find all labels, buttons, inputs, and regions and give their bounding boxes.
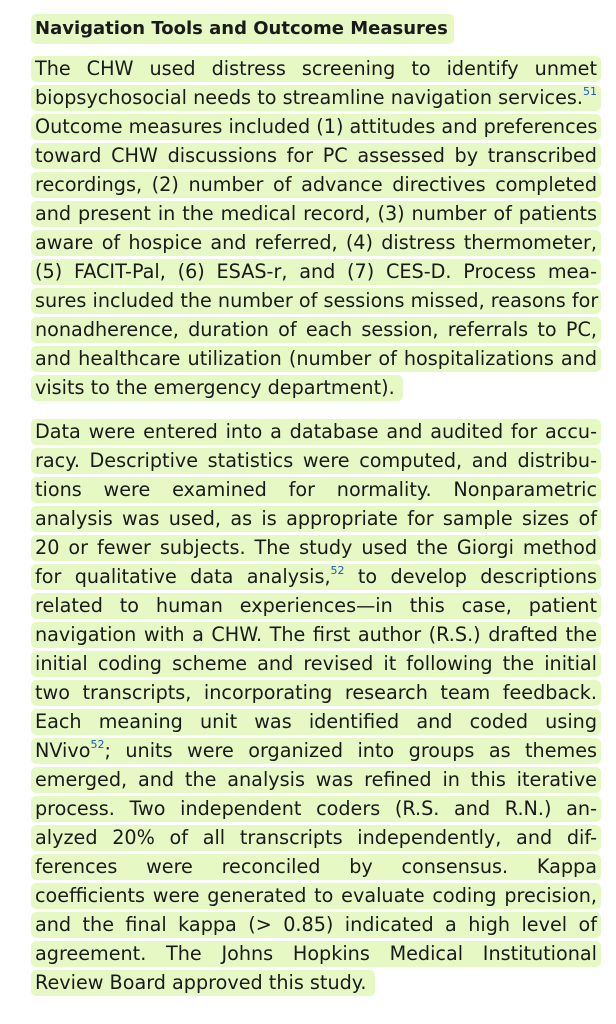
text-line — [31, 448, 601, 474]
text-line — [31, 825, 601, 851]
text-segment: coefficients were generated to evaluate coding precision, — [35, 884, 597, 907]
text-line — [31, 767, 601, 793]
text-line — [31, 201, 601, 227]
text-segment: racy. Descriptive statistics were computed, and distribu- — [35, 449, 597, 472]
text-line — [31, 941, 601, 967]
text-line — [31, 375, 403, 401]
text-segment: alyzed 20% of all transcripts independently, and dif- — [35, 826, 597, 849]
text-segment: toward CHW discussions for PC assessed by transcribed — [35, 144, 597, 167]
text-line — [31, 970, 375, 996]
text-segment: visits to the emergency department). — [35, 376, 395, 399]
text-line — [31, 738, 601, 764]
text-segment: initial coding scheme and revised it following the initial — [35, 652, 597, 675]
text-line — [31, 796, 601, 822]
text-line — [31, 419, 601, 445]
text-segment: agreement. The Johns Hopkins Medical Institutional — [35, 942, 597, 965]
text-line — [31, 259, 601, 285]
text-line — [31, 883, 601, 909]
text-segment: related to human experiences—in this case, patient — [35, 594, 597, 617]
text-segment: tions were examined for normality. Nonparametric — [35, 478, 597, 501]
text-segment: Each meaning unit was identified and coded using — [35, 710, 597, 733]
text-segment: and present in the medical record, (3) number of patients — [35, 202, 597, 225]
text-line — [31, 143, 601, 169]
text-segment: 20 or fewer subjects. The study used the Giorgi method — [35, 536, 597, 559]
citation-reference[interactable]: 52 — [330, 564, 345, 577]
text-segment: process. Two independent coders (R.S. and R.N.) an- — [35, 797, 597, 820]
text-line — [31, 230, 601, 256]
text-line — [31, 85, 601, 111]
text-line — [31, 709, 601, 735]
text-segment: sures included the number of sessions missed, reasons for — [35, 289, 599, 312]
citation-reference[interactable]: 51 — [583, 85, 597, 98]
text-line — [31, 593, 601, 619]
text-segment: to develop descriptions — [344, 565, 597, 588]
text-segment: ferences were reconciled by consensus. Kappa — [35, 855, 597, 878]
citation-reference[interactable]: 52 — [90, 738, 105, 751]
text-segment: nonadherence, duration of each session, referrals to PC, — [35, 318, 597, 341]
text-line — [31, 680, 601, 706]
text-line — [31, 506, 601, 532]
text-line — [31, 651, 601, 677]
text-segment: Review Board approved this study. — [35, 971, 367, 994]
text-segment: ; units were organized into groups as themes — [104, 739, 597, 762]
text-segment: (5) FACIT-Pal, (6) ESAS-r, and (7) CES-D. Process mea- — [35, 260, 597, 283]
text-line — [31, 346, 601, 372]
text-segment: aware of hospice and referred, (4) distress thermometer, — [35, 231, 597, 254]
text-line — [31, 535, 601, 561]
text-segment: The CHW used distress screening to identify unmet — [35, 57, 597, 80]
text-line — [31, 622, 601, 648]
text-line — [31, 56, 601, 82]
text-line — [31, 477, 601, 503]
text-segment: for qualitative data analysis, — [35, 565, 331, 588]
text-line — [31, 854, 601, 880]
section-heading: Navigation Tools and Outcome Measures — [31, 14, 454, 44]
text-line — [31, 172, 601, 198]
text-line — [31, 564, 601, 590]
text-line — [31, 912, 601, 938]
text-line — [31, 317, 601, 343]
text-segment: recordings, (2) number of advance directives completed — [35, 173, 597, 196]
text-line — [31, 288, 601, 314]
text-segment: NVivo — [35, 739, 91, 762]
text-segment: emerged, and the analysis was refined in this iterative — [35, 768, 597, 791]
text-segment: and the final kappa (> 0.85) indicated a high level of — [35, 913, 597, 936]
text-segment: biopsychosocial needs to streamline navigation services. — [35, 86, 583, 109]
text-segment: navigation with a CHW. The first author (R.S.) drafted the — [35, 623, 597, 646]
text-segment: and healthcare utilization (number of hospitalizations and — [35, 347, 597, 370]
text-segment: Data were entered into a database and audited for accu- — [35, 420, 597, 443]
text-segment: two transcripts, incorporating research team feedback. — [35, 681, 597, 704]
text-segment: analysis was used, as is appropriate for sample sizes of — [35, 507, 597, 530]
text-segment: Outcome measures included (1) attitudes and preferences — [35, 115, 598, 138]
text-line — [31, 114, 601, 140]
